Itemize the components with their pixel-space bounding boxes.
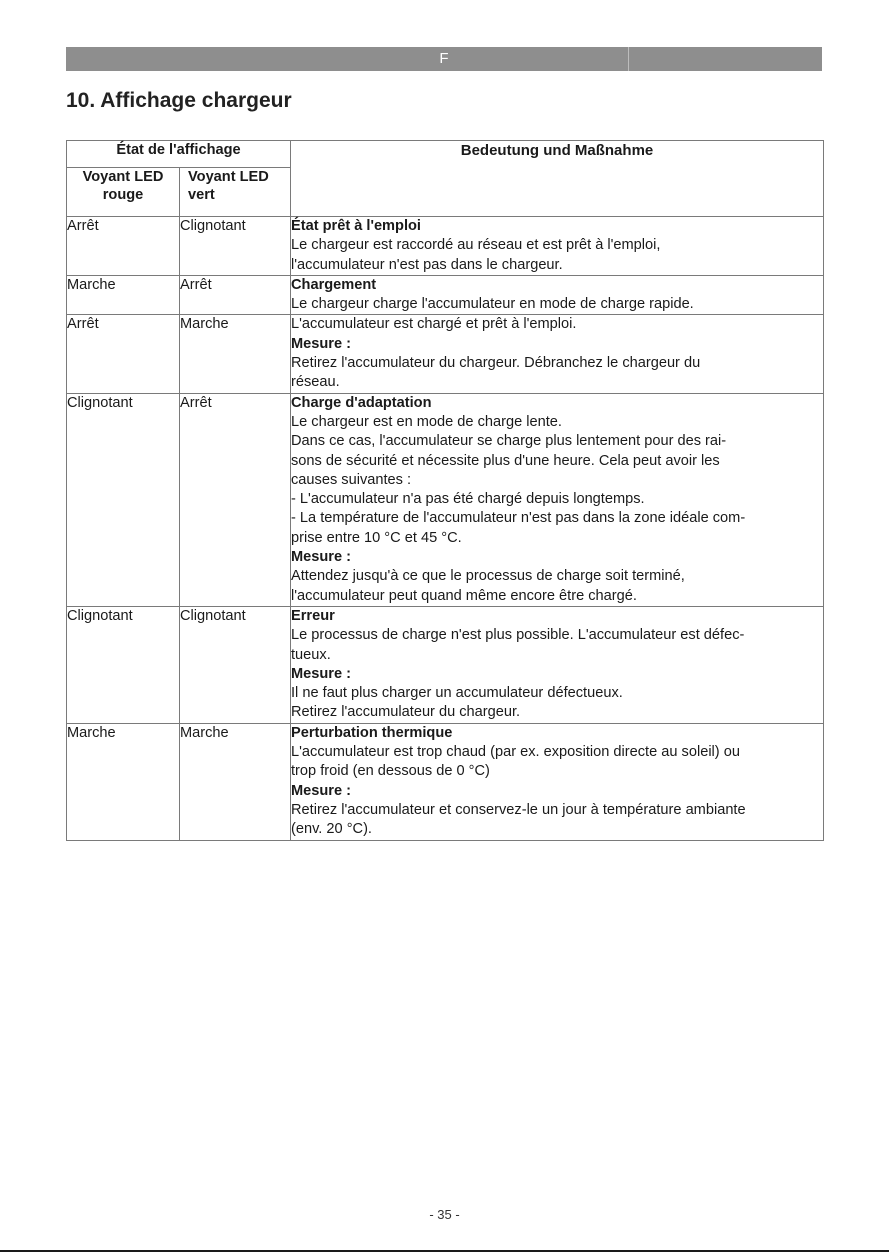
green-led-state: Marche: [180, 315, 291, 393]
display-state-header: État de l'affichage: [67, 141, 291, 168]
meaning-line: Le chargeur charge l'accumulateur en mode de charge rapide.: [291, 296, 694, 313]
meaning-title: Charge d'adaptation: [291, 394, 432, 411]
green-led-state: Clignotant: [180, 606, 291, 723]
charger-display-table: [66, 140, 824, 841]
meaning-line: L'accumulateur est chargé et prêt à l'emploi.: [291, 316, 577, 333]
measure-line: réseau.: [291, 374, 340, 391]
meaning-line: l'accumulateur n'est pas dans le chargeur.: [291, 256, 563, 273]
table-row: [67, 275, 824, 315]
meaning-line: Le chargeur est raccordé au réseau et est prêt à l'emploi,: [291, 237, 661, 254]
green-led-header-line2: vert: [188, 187, 215, 203]
measure-label: Mesure :: [291, 665, 352, 682]
red-led-state: Marche: [67, 275, 180, 315]
red-led-state: Arrêt: [67, 217, 180, 276]
measure-label: Mesure :: [291, 549, 352, 566]
meaning-line: - L'accumulateur n'a pas été chargé depuis longtemps.: [291, 491, 645, 508]
red-led-header-line1: Voyant LED: [82, 169, 164, 185]
meaning-line: L'accumulateur est trop chaud (par ex. exposition directe au soleil) ou: [291, 744, 740, 761]
meaning-cell: [291, 217, 824, 276]
section-title: 10. Affichage chargeur: [66, 89, 292, 112]
header-bar: [66, 47, 822, 71]
meaning-line: Le chargeur est en mode de charge lente.: [291, 413, 562, 430]
meaning-header: Bedeutung und Maßnahme: [291, 141, 824, 217]
meaning-line: sons de sécurité et nécessite plus d'une heure. Cela peut avoir les: [291, 452, 720, 469]
meaning-line: trop froid (en dessous de 0 °C): [291, 763, 490, 780]
green-led-state: Marche: [180, 723, 291, 840]
red-led-state: Clignotant: [67, 606, 180, 723]
red-led-header-line2: rouge: [102, 187, 144, 203]
meaning-title: Erreur: [291, 607, 335, 624]
page-number: - 35 -: [429, 1207, 460, 1222]
measure-line: Retirez l'accumulateur et conservez-le un jour à température ambiante: [291, 801, 746, 818]
meaning-cell: [291, 723, 824, 840]
green-led-state: Arrêt: [180, 393, 291, 606]
meaning-cell: [291, 275, 824, 315]
meaning-line: causes suivantes :: [291, 471, 412, 488]
measure-line: Retirez l'accumulateur du chargeur. Débranchez le chargeur du: [291, 355, 701, 372]
green-led-state: Arrêt: [180, 275, 291, 315]
measure-line: Retirez l'accumulateur du chargeur.: [291, 704, 521, 721]
meaning-line: Dans ce cas, l'accumulateur se charge plus lentement pour des rai-: [291, 433, 727, 450]
red-led-state: Clignotant: [67, 393, 180, 606]
red-led-state: Arrêt: [67, 315, 180, 393]
table-row: [67, 315, 824, 393]
meaning-title: État prêt à l'emploi: [291, 218, 421, 234]
meaning-cell: [291, 606, 824, 723]
measure-line: (env. 20 °C).: [291, 821, 372, 838]
measure-line: Il ne faut plus charger un accumulateur défectueux.: [291, 685, 623, 702]
green-led-header: [180, 168, 291, 217]
table-row: [67, 393, 824, 606]
green-led-state: Clignotant: [180, 217, 291, 276]
meaning-cell: [291, 393, 824, 606]
measure-label: Mesure :: [291, 335, 352, 352]
measure-line: l'accumulateur peut quand même encore être chargé.: [291, 587, 637, 604]
green-led-header-line1: Voyant LED: [188, 169, 269, 185]
meaning-line: tueux.: [291, 646, 331, 663]
meaning-line: prise entre 10 °C et 45 °C.: [291, 529, 462, 546]
meaning-cell: [291, 315, 824, 393]
table-row: [67, 606, 824, 723]
red-led-header: [67, 168, 180, 217]
meaning-title: Perturbation thermique: [291, 724, 453, 741]
language-letter: F: [439, 50, 449, 67]
meaning-title: Chargement: [291, 276, 377, 293]
measure-line: Attendez jusqu'à ce que le processus de charge soit terminé,: [291, 568, 685, 585]
meaning-line: - La température de l'accumulateur n'est pas dans la zone idéale com-: [291, 510, 746, 527]
table-row: [67, 723, 824, 840]
bottom-rule: [0, 1250, 889, 1252]
measure-label: Mesure :: [291, 782, 352, 799]
red-led-state: Marche: [67, 723, 180, 840]
meaning-line: Le processus de charge n'est plus possible. L'accumulateur est défec-: [291, 627, 745, 644]
table-row: [67, 217, 824, 276]
